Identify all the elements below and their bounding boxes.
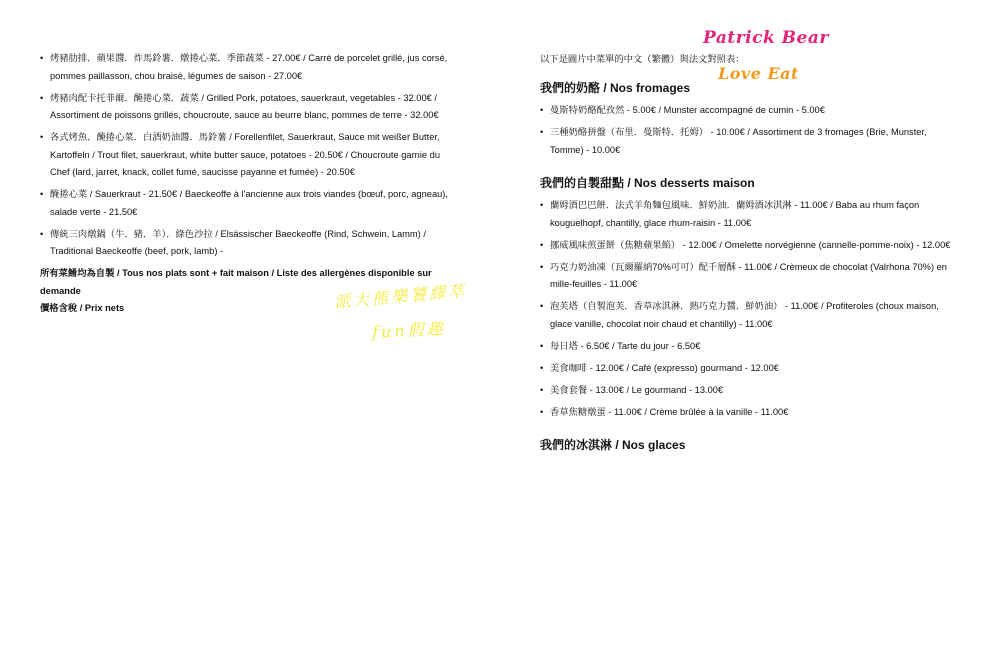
main-dish-list: [40, 50, 460, 261]
menu-item: • 烤豬肋排．蘋果醬．炸馬鈴薯．燉捲心菜．季節蔬菜 - 27.00€ / Carré de porcelet grillé, jus corsé, pommes paillasson, chou braisé, légumes de saison - 27.00€: [40, 50, 460, 85]
list-item: • 三種奶酪拼盤（布里．曼斯特．托姆） - 10.00€ / Assortiment de 3 fromages (Brie, Munster, Tomme) - 10.00€: [540, 124, 960, 159]
list-item: • 美食套餐 - 13.00€ / Le gourmand - 13.00€: [540, 382, 960, 400]
intro-text: 以下是圖片中菜單的中文（繁體）與法文對照表：: [540, 54, 745, 64]
ice-section: [540, 437, 960, 453]
cheese-section: [540, 80, 960, 159]
menu-item: • 各式烤魚．醃捲心菜．白酒奶油醬．馬鈴薯 / Forellenfilet, Sauerkraut, Sauce mit weißer Butter, Kartoffeln / Trout filet, sauerkraut, white butter sauce, potatoes - 20.50€ / Choucroute garnie du Chef (lard, jarret, knack, collet fumé, saucisse payanne et fumée) - 20.50€: [40, 129, 460, 182]
right-column: [540, 52, 960, 469]
brand-logo-name: Patrick Bear: [703, 28, 829, 48]
desserts-list: [540, 197, 960, 421]
homemade-note: 所有菜餚均為自製 / Tous nos plats sont + fait maison / Liste des allergènes disponible sur demande: [40, 268, 432, 296]
list-item: • 挪威風味煎蛋餅（焦糖蘋果餡） - 12.00€ / Omelette norvégienne (cannelle-pomme-noix) - 12.00€: [540, 237, 960, 255]
menu-item: • 烤豬肉配卡托菲爾．醃捲心菜．蔬菜 / Grilled Pork, potatoes, sauerkraut, vegetables - 32.00€ / Assortiment de poissons grillés, choucroute, sauce au beurre blanc, pommes de terre - 32.00€: [40, 90, 460, 125]
brand-logo-tagline: Love Eat: [718, 64, 799, 83]
list-item: • 每日塔 - 6.50€ / Tarte du jour - 6.50€: [540, 338, 960, 356]
watermark-fun: fun假趣: [371, 319, 447, 342]
left-column: [40, 50, 460, 318]
cheese-list: [540, 102, 960, 159]
desserts-section: [540, 175, 960, 421]
list-item: • 泡芙塔（自製泡芙．香草冰淇淋．熱巧克力醬．鮮奶油） - 11.00€ / Profiteroles (choux maison, glace vanille, chocolat noir chaud et chantilly) - 11.00€: [540, 298, 960, 333]
menu-item: • 傳統三肉燉鍋（牛．豬．羊）．綠色沙拉 / Elsässischer Baeckeoffe (Rind, Schwein, Lamm) / Traditional Baeckeoffe (beef, pork, lamb) -: [40, 226, 460, 261]
list-item: • 曼斯特奶酪配孜然 - 5.00€ / Munster accompagné de cumin - 5.00€: [540, 102, 960, 120]
desserts-heading: 我們的自製甜點 / Nos desserts maison: [540, 176, 755, 190]
list-item: • 巧克力奶油凍（瓦爾羅納70%可可）配千層酥 - 11.00€ / Crèmeux de chocolat (Valrhona 70%) en mille-feuilles - 11.00€: [540, 259, 960, 294]
list-item: • 美食咖啡 - 12.00€ / Café (expresso) gourmand - 12.00€: [540, 360, 960, 378]
cheese-heading: 我們的奶酪 / Nos fromages: [540, 81, 691, 95]
ice-heading: 我們的冰淇淋 / Nos glaces: [540, 438, 686, 452]
list-item: • 香草焦糖燉蛋 - 11.00€ / Crème brûlée à la vanille - 11.00€: [540, 404, 960, 422]
list-item: • 蘭姆酒巴巴餅．法式羊角麵包風味．鮮奶油．蘭姆酒冰淇淋 - 11.00€ / Baba au rhum façon kouguelhopf, chantilly, glace rhum-raisin - 11.00€: [540, 197, 960, 232]
watermark-chinese: 派大熊樂饕繹萃: [333, 281, 468, 312]
menu-item: • 醃捲心菜 / Sauerkraut - 21.50€ / Baeckeoffe à l'ancienne aux trois viandes (bœuf, porc, agneau), salade verte - 21.50€: [40, 186, 460, 221]
price-note: 價格含稅 / Prix nets: [40, 303, 125, 313]
